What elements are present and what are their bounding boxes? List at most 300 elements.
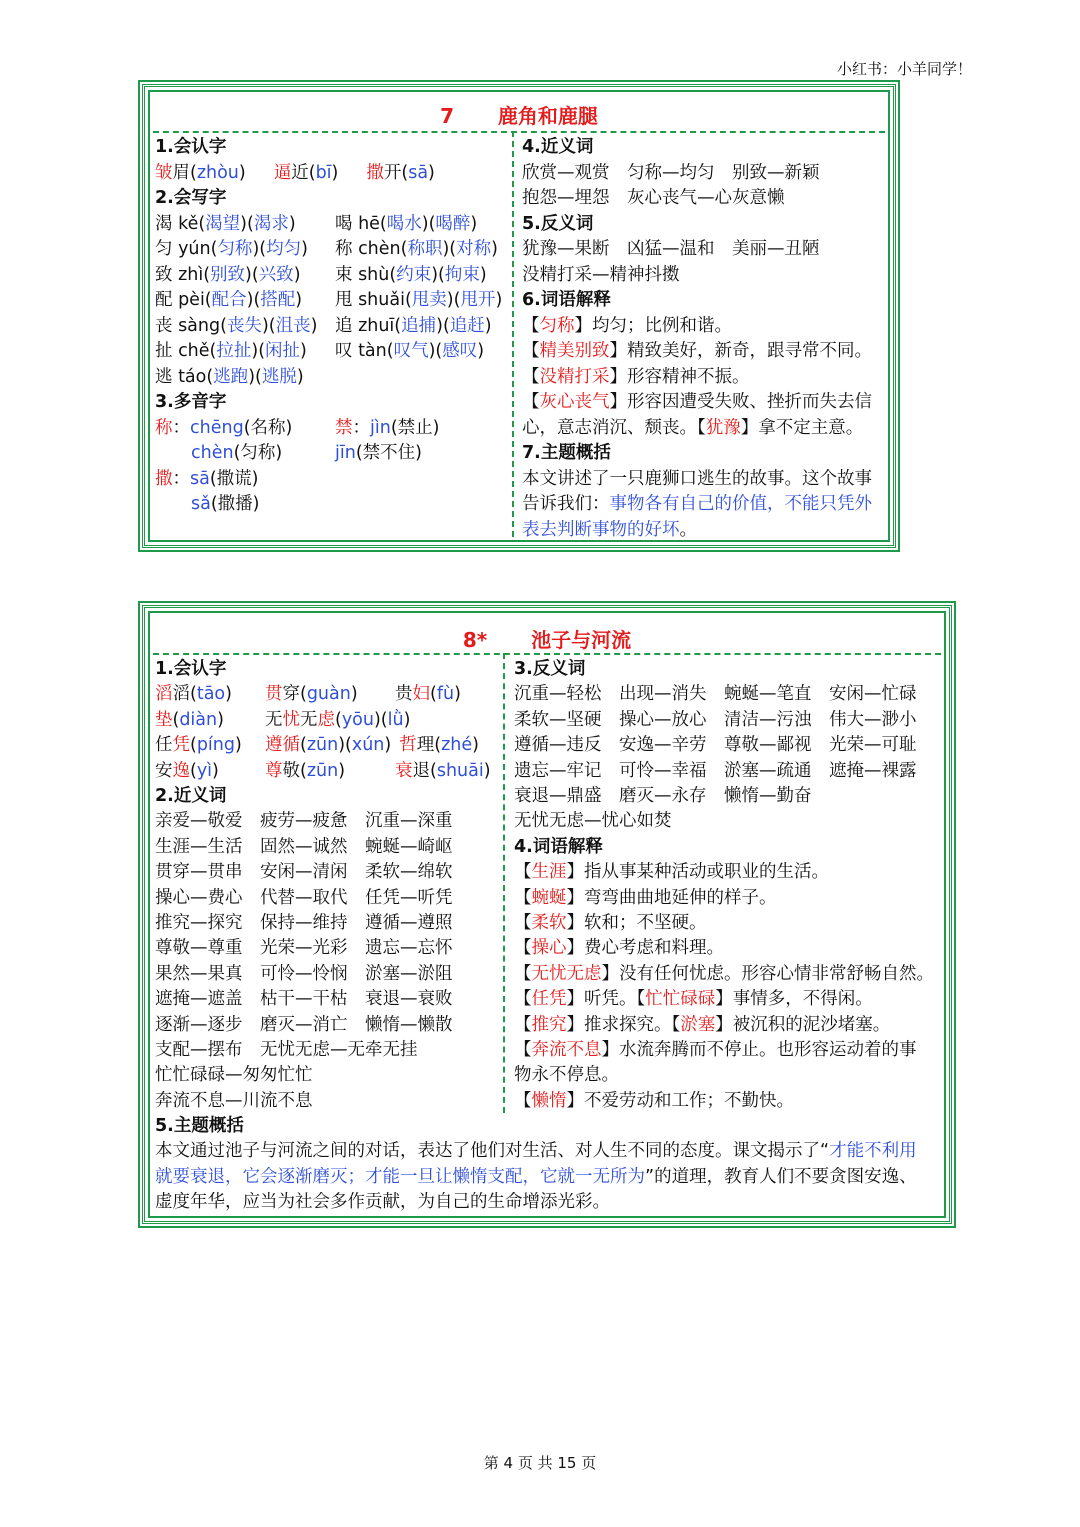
text-span: 】听凭。【 [566,989,646,1010]
text-span: 【 [514,989,532,1010]
highlight-text: sā [408,162,429,183]
text-line [522,365,750,390]
highlight-text: zhòu [196,162,239,183]
highlight-text: yōu [341,709,374,730]
text-line [514,1013,890,1038]
text-span: 【 [514,887,532,908]
key-term: 懒惰 [531,1090,567,1111]
text-line [155,886,453,911]
highlight-text: 感叹 [442,341,478,361]
text-span: ( [190,760,197,781]
text-span: 忙忙碌碌—匆匆忙忙 [155,1065,313,1086]
text-line [155,962,453,987]
text-line [514,1063,619,1088]
text-span: ) [288,213,296,234]
text-span: )( [261,315,276,336]
text-span: 衰退—鼎盛 磨灭—永存 懒惰—勤奋 [514,786,812,806]
text-line [522,416,863,441]
text-span: 致 zhì( [155,264,211,285]
text-span: 任 [155,735,173,756]
text-line [155,314,492,339]
text-span: ) [477,341,485,361]
text-span: 贯穿—贯串 安闲—清闲 柔软—绵软 [155,862,453,883]
section-heading: 6.词语解释 [522,290,611,310]
key-term: 奔流不息 [531,1040,602,1060]
lesson-8-name: 池子与河流 [531,628,632,652]
text-line [514,784,812,809]
highlight-text: 称职 [407,239,443,259]
text-span: 滔( [172,684,197,705]
text-span: ) [296,366,304,387]
highlight-text: 对称 [456,239,492,259]
text-span: 奔流不息—川流不息 [155,1090,313,1111]
text-line [155,1013,453,1038]
highlight-text: xún [351,735,385,756]
text-span: 喝 hē( [335,213,387,234]
text-line [514,860,829,885]
text-span: ( [335,709,342,730]
text-span: 束 shù( [335,264,397,285]
text-line [155,1063,313,1088]
text-line [522,390,872,415]
text-span: )( [442,239,457,259]
highlight-text: 沮丧 [275,315,311,336]
text-span: 心，意志消沉、颓丧。【 [522,417,706,438]
text-span: 贵 [395,684,413,705]
text-line [522,314,732,339]
key-term: 尊 [265,760,283,781]
text-span: ( [172,709,180,730]
text-span: 】被沉积的泥沙堵塞。 [715,1014,891,1035]
text-span: 甩 shuǎi( [335,290,412,310]
text-span: ) [428,162,435,183]
highlight-text: bī [315,162,332,183]
text-span: 。 [679,519,697,540]
section-heading: 3.多音字 [155,392,227,412]
highlight-text: 追赶 [449,315,485,336]
highlight-text: 渴望 [205,213,241,234]
section-heading: 5.反义词 [522,213,594,234]
text-span: 称 chèn( [335,239,408,259]
highlight-text: lǜ [387,709,404,730]
text-line [155,733,479,758]
section-heading: 3.反义词 [514,659,586,679]
text-span: 【 [514,963,532,984]
key-term: 禁 [335,417,353,438]
key-term: 柔软 [531,913,567,933]
text-span: 】指从事某种活动或职业的生活。 [566,862,829,883]
text-span: )( [246,290,261,310]
text-span: 尊敬—尊重 光荣—光彩 遗忘—忘怀 [155,938,453,959]
highlight-text: 喝醉 [435,213,471,234]
text-span: 匀 yún( [155,239,218,259]
page-header: 小红书：小羊同学！ [836,60,972,78]
text-line [155,1114,244,1139]
text-line [155,911,453,936]
text-span: ： [172,417,190,438]
text-line [155,657,226,682]
text-span: 叹 tàn( [335,341,394,361]
text-line [514,987,873,1012]
highlight-text: fù [436,684,455,705]
text-span: )( [245,264,259,285]
text-span: ) [495,290,503,310]
text-span: ) [491,239,498,259]
text-line [155,784,226,809]
key-term: 忙忙碌碌 [645,989,716,1010]
text-line [522,492,872,517]
text-line [155,936,453,961]
key-term: 哲 [399,735,417,756]
key-term: 匀称 [539,315,575,336]
text-span: 【 [522,315,540,336]
text-span: )( [338,735,352,756]
highlight-text: píng [196,735,235,756]
highlight-text: 匀称 [217,239,253,259]
text-span: 】软和；不坚硬。 [566,913,707,933]
text-line [522,237,820,262]
text-span: )( [428,341,443,361]
text-line [522,135,593,160]
text-line [522,161,820,186]
text-span: 【 [522,392,540,412]
text-line [155,809,453,834]
key-term: 淤塞 [680,1014,716,1035]
key-term: 称 [155,417,173,438]
text-span: 】水流奔腾而不停止。也形容运动着的事 [601,1040,917,1060]
key-term: 蜿蜒 [531,887,567,908]
text-span: )( [251,341,266,361]
highlight-text: 拉扯 [216,341,252,361]
text-line [155,288,502,313]
lesson-7-title [145,100,893,129]
text-span: ) [217,709,224,730]
key-term: 犹豫 [705,417,741,438]
highlight-text: 喝水 [386,213,422,234]
text-line [155,416,439,441]
text-span: 】推求探究。【 [566,1014,681,1035]
text-line [155,390,226,415]
text-line [514,886,777,911]
text-span: 眉( [172,162,197,183]
text-span: ： [172,468,190,489]
text-span: 遵循—违反 安逸—辛劳 尊敬—鄙视 光荣—可耻 [514,735,917,756]
text-line [522,288,611,313]
highlight-text: zūn [306,735,339,756]
text-span: )( [421,213,436,234]
key-term: 遵循 [265,735,300,756]
text-line [514,708,917,733]
text-span: )( [252,239,267,259]
text-span: 】不爱劳动和工作；不勤快。 [566,1090,794,1111]
text-span: ) [238,162,246,183]
highlight-text: shuāi [436,760,484,781]
text-span: 没精打采—精神抖擞 [522,264,680,285]
text-span: 【 [514,1040,532,1060]
section-heading: 4.近义词 [522,137,594,157]
text-span: 【 [514,1090,532,1111]
section-heading: 2.近义词 [155,786,227,806]
text-line [514,759,917,784]
highlight-text: zūn [306,760,339,781]
text-span: ) [338,760,346,781]
text-span: 】形容精神不振。 [609,366,750,387]
text-span: 果然—果真 可怜—怜悯 淤塞—淤阻 [155,963,453,984]
highlight-text: 渴求 [253,213,289,234]
text-span: 逐渐—逐步 磨灭—消亡 懒惰—懒散 [155,1014,453,1035]
text-span: ) [293,264,301,285]
text-line [155,212,477,237]
text-span: 推究—探究 保持—维持 遵循—遵照 [155,913,453,933]
text-span: 虚度年华，应当为社会多作贡献，为自己的生命增添光彩。 [155,1192,610,1213]
text-span: 扯 chě( [155,341,217,361]
text-span: ) [479,264,487,285]
key-term: 妇 [412,684,430,705]
text-line [522,467,872,492]
text-line [514,835,603,860]
text-line [155,1089,313,1114]
text-span: )( [431,264,445,285]
text-span: 【 [522,341,540,361]
key-term: 撒 [155,468,173,489]
text-span: 遗忘—牢记 可怜—幸福 淤塞—疏通 遮掩—裸露 [514,760,917,781]
text-span: 】费心考虑和料理。 [566,938,724,959]
text-span: 逃 táo( [155,366,214,387]
section-heading: 1.会认字 [155,659,227,679]
highlight-text: 才能不利用 [829,1141,917,1162]
text-span: )( [248,366,262,387]
text-span: ) [483,760,491,781]
text-line [155,1038,418,1063]
text-span: ) [295,290,303,310]
key-term: 凭 [172,735,190,756]
text-span: 】没有任何忧虑。形容心情非常舒畅自然。 [601,963,934,984]
key-term: 任凭 [531,989,567,1010]
highlight-text: 表去判断事物的好坏 [522,519,680,540]
highlight-text: 拘束 [444,264,480,285]
lesson-8-number: 8* [462,628,488,652]
section-heading: 4.词语解释 [514,836,603,857]
highlight-text: 别致 [210,264,246,285]
text-span: 物永不停息。 [514,1065,619,1086]
key-term: 滔 [155,684,173,705]
key-term: 没精打采 [539,366,610,387]
highlight-text: chèn [191,443,234,463]
highlight-text: 甩卖 [411,290,447,310]
text-line [155,237,498,262]
text-span: 】精致美好，新奇，跟寻常不同。 [609,341,872,361]
text-line [155,708,410,733]
text-span: ) [454,684,461,705]
text-span: )( [240,213,254,234]
text-line [155,1139,917,1164]
text-line [155,467,259,492]
text-span: )( [373,709,388,730]
key-term: 垫 [155,709,173,730]
text-line [522,212,593,237]
text-span: ) [484,315,492,336]
key-term: 皱 [155,162,173,183]
highlight-text: diàn [179,709,218,730]
highlight-text: tāo [196,684,226,705]
text-span: 【 [514,938,532,959]
text-span: 【 [522,366,540,387]
text-span: 】弯弯曲曲地延伸的样子。 [566,887,777,908]
text-span: 犹豫—果断 凶猛—温和 美丽—丑陋 [522,239,820,259]
text-span: 】形容因遭受失败、挫折而失去信 [609,392,872,412]
highlight-text: 甩开 [460,290,496,310]
text-span: 】拿不定主意。 [740,417,864,438]
text-line [514,1038,917,1063]
text-span: 遮掩—遮盖 枯干—干枯 衰退—衰败 [155,989,453,1010]
text-span: 丧 sàng( [155,315,227,336]
text-span: ： [352,417,370,438]
text-span: 【 [514,862,532,883]
text-line [514,1089,794,1114]
text-span: )( [436,315,450,336]
text-line [522,263,680,288]
page-footer: 第 4 页 共 15 页 [483,1454,597,1472]
text-span: (禁止) [390,417,440,438]
highlight-text: 叹气 [393,341,429,361]
text-span: 柔软—坚硬 操心—放心 清洁—污浊 伟大—渺小 [514,709,917,730]
text-span: ) [225,684,232,705]
lesson-7-number: 7 [440,104,454,128]
lesson-7-card [142,84,896,548]
key-term: 撒 [366,162,384,183]
text-line [514,962,934,987]
text-line [155,1190,610,1215]
text-line [522,186,785,211]
key-term: 逸 [172,760,190,781]
highlight-text: 闲扯 [265,341,301,361]
text-span: 配 pèi( [155,290,212,310]
text-span: (撒播) [210,494,260,514]
highlight-text: 事物各有自己的价值，不能只凭外 [609,494,872,514]
text-line [155,135,226,160]
text-line [155,365,304,390]
text-line [155,987,453,1012]
text-span: 本文讲述了一只鹿狮口逃生的故事。这个故事 [522,468,872,489]
highlight-text: 逃跑 [213,366,249,387]
highlight-text: jīn [335,443,356,463]
key-term: 推究 [531,1014,567,1035]
text-span: 欣赏—观赏 匀称—均匀 别致—新颖 [522,162,820,183]
lesson-8-card [142,605,952,1224]
text-span: 【 [514,1014,532,1035]
highlight-text: guàn [306,684,351,705]
highlight-text: sǎ [191,494,211,514]
text-line [522,518,697,543]
key-term: 精美别致 [539,341,610,361]
section-heading: 5.主题概括 [155,1116,244,1136]
text-span: 支配—摆布 无忧无虑—无牵无挂 [155,1040,418,1060]
text-span: 穿( [282,684,307,705]
text-span: ( [300,735,307,756]
text-span: )( [446,290,461,310]
text-line [522,339,872,364]
text-line [155,441,422,466]
text-line [514,809,672,834]
text-span: 近( [291,162,316,183]
highlight-text: 均匀 [266,239,302,259]
text-line [155,263,487,288]
highlight-text: 配合 [211,290,247,310]
text-span: 无忧无虑—忧心如焚 [514,811,672,832]
text-line [155,682,461,707]
text-span: ) [470,213,478,234]
text-span: 无 [300,709,318,730]
key-term: 无忧无虑 [531,963,602,984]
text-span: ) [472,735,479,756]
key-term: 衰 [395,760,413,781]
section-heading: 1.会认字 [155,137,227,157]
text-line [514,657,585,682]
text-span: 【 [514,913,532,933]
highlight-text: chēng [190,417,244,438]
text-line [514,682,917,707]
text-span: 告诉我们： [522,494,610,514]
text-span: 亲爱—敬爱 疲劳—疲惫 沉重—深重 [155,811,453,832]
text-line [155,339,484,364]
text-span: ( [190,735,197,756]
highlight-text: 逃脱 [261,366,297,387]
text-span: 抱怨—埋怨 灰心丧气—心灰意懒 [522,188,785,208]
highlight-text: 丧失 [226,315,262,336]
text-span: (撒谎) [209,468,259,489]
highlight-text: sā [190,468,210,489]
text-span: 沉重—轻松 出现—消失 蜿蜒—笔直 安闲—忙碌 [514,684,917,705]
text-line [155,759,491,784]
key-term: 灰心丧气 [539,392,610,412]
text-span: ) [350,684,358,705]
text-span: 操心—费心 代替—取代 任凭—听凭 [155,887,453,908]
text-span: ) [235,735,242,756]
text-span: 退( [412,760,437,781]
highlight-text: 就要衰退，它会逐渐磨灭；才能一旦让懒惰支配，它就一无所为 [155,1166,645,1187]
text-span: ) [384,735,392,756]
text-line [155,492,260,517]
section-heading: 2.会写字 [155,188,227,208]
key-term: 虑 [317,709,335,730]
key-term: 忧 [282,709,300,730]
section-heading: 7.主题概括 [522,443,611,463]
lesson-8-title [145,624,949,653]
text-span: 追 zhuī( [335,315,402,336]
highlight-text: 约束 [396,264,432,285]
text-span: ) [331,162,339,183]
key-term: 操心 [531,938,567,959]
lesson-7-name: 鹿角和鹿腿 [497,104,598,128]
text-span: 】均匀；比例和谐。 [574,315,732,336]
key-term: 贯 [265,684,283,705]
text-span: ) [301,239,308,259]
text-line [155,1165,917,1190]
text-span: 】事情多，不得闲。 [715,989,873,1010]
text-line [514,911,707,936]
text-line [155,860,453,885]
text-span: ) [300,341,307,361]
highlight-text: yì [196,760,213,781]
highlight-text: 兴致 [258,264,294,285]
text-span: ) [403,709,411,730]
highlight-text: jìn [370,417,391,438]
highlight-text: zhé [441,735,473,756]
text-span: ) [212,760,219,781]
key-term: 逼 [273,162,292,183]
text-line [514,936,724,961]
text-span: 理( [416,735,442,756]
